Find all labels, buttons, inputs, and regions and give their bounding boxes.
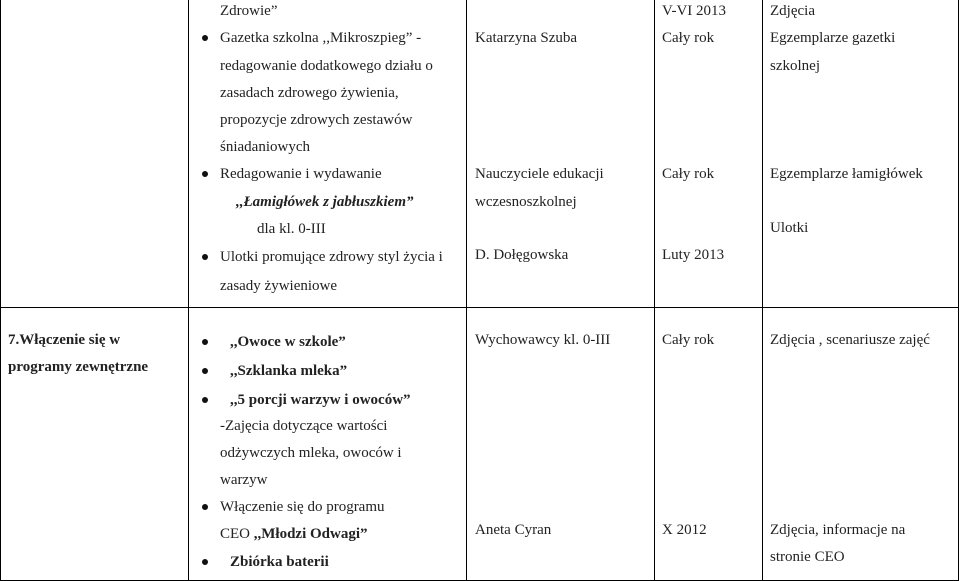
activity-text: dla kl. 0-III [257, 221, 326, 237]
bullet-icon [202, 504, 208, 510]
table-border-right [958, 0, 959, 581]
program-name: Zbiórka baterii [230, 554, 329, 570]
activity-text: Zdrowie” [220, 3, 278, 19]
responsible-person: Wychowawcy kl. 0-III [475, 332, 611, 348]
column-divider-4 [762, 0, 763, 581]
evidence: Egzemplarze łamigłówek [770, 166, 923, 182]
activity-text: warzyw [220, 472, 268, 488]
term: V-VI 2013 [662, 3, 727, 19]
term: Cały rok [662, 332, 715, 348]
bullet-icon [202, 254, 208, 260]
evidence: Egzemplarze gazetki [770, 30, 896, 46]
activity-text: Redagowanie i wydawanie [220, 166, 382, 182]
term: Cały rok [662, 30, 715, 46]
evidence: Zdjęcia, informacje na [770, 522, 906, 538]
column-divider-1 [188, 0, 189, 581]
program-line [220, 525, 368, 543]
column-divider-3 [654, 0, 655, 581]
responsible-person: Nauczyciele edukacji [475, 166, 604, 182]
bullet-icon [202, 35, 208, 41]
responsible-person: D. Dołęgowska [475, 247, 569, 263]
evidence: Zdjęcia [770, 3, 815, 19]
activity-text: zasady żywieniowe [220, 278, 338, 294]
section-title: 7.Włączenie się w [8, 332, 121, 348]
activity-text: zasadach zdrowego żywienia, [220, 85, 399, 101]
activity-text: -Zajęcia dotyczące wartości [220, 418, 388, 434]
activity-text: redagowanie dodatkowego działu o [220, 58, 433, 74]
row-divider [0, 307, 959, 308]
section-title: programy zewnętrzne [8, 359, 149, 375]
responsible-person: Aneta Cyran [475, 522, 552, 538]
program-name: ,,Szklanka mleka” [230, 363, 348, 379]
bullet-icon [202, 559, 208, 565]
activity-text: Ulotki promujące zdrowy styl życia i [220, 249, 443, 265]
responsible-person: wczesnoszkolnej [475, 194, 577, 210]
bullet-icon [202, 339, 208, 345]
bullet-icon [202, 171, 208, 177]
activity-text: Włączenie się do programu [220, 499, 385, 515]
term: X 2012 [662, 522, 707, 538]
activity-text: propozycje zdrowych zestawów [220, 112, 413, 128]
activity-text: Gazetka szkolna ,,Mikroszpieg” - [220, 30, 422, 46]
activity-text: odżywczych mleka, owoców i [220, 445, 402, 461]
bullet-icon [202, 368, 208, 374]
term: Luty 2013 [662, 247, 725, 263]
evidence: Ulotki [770, 220, 809, 236]
table-border-left [0, 0, 1, 581]
evidence: szkolnej [770, 58, 820, 74]
program-prefix: CEO [220, 526, 254, 542]
activity-title: ,,Łamigłówek z jabłuszkiem” [236, 194, 414, 210]
program-name: ,,Młodzi Odwagi” [253, 526, 368, 542]
column-divider-2 [466, 0, 467, 581]
bullet-icon [202, 397, 208, 403]
term: Cały rok [662, 166, 715, 182]
evidence: stronie CEO [770, 549, 845, 565]
activity-text: śniadaniowych [220, 139, 310, 155]
program-name: ,,5 porcji warzyw i owoców” [230, 392, 411, 408]
responsible-person: Katarzyna Szuba [475, 30, 578, 46]
evidence: Zdjęcia , scenariusze zajęć [770, 332, 930, 348]
program-name: ,,Owoce w szkole” [230, 334, 346, 350]
